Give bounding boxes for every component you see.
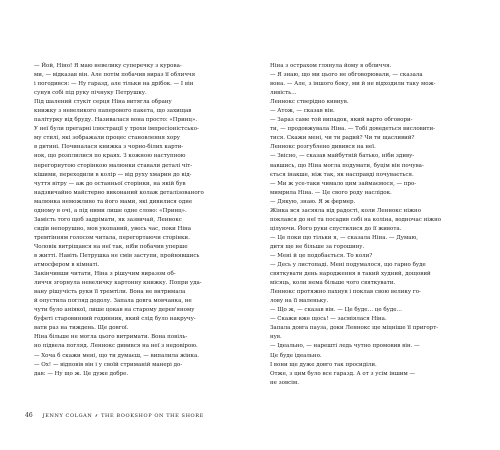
text-line: лову на її маленьку.	[270, 298, 329, 305]
text-line: му стилі, які зображали процес становлення хору	[34, 135, 180, 142]
text-line: мимрила Ніна. — Це свого роду наслідок.	[270, 189, 392, 196]
text-line: вати раз на тиждень. Ще довгої.	[34, 325, 129, 332]
text-line: одному в очі, а під ними лише одне слово: «Принц».	[34, 207, 187, 214]
text-line: надзвичайно майстерно виконаний колаж деталізованого	[34, 189, 204, 196]
text-line: У неї були прегарні ілюстрації у трохи імпресіоністсько-	[34, 126, 199, 133]
text-line: нок, що розплилися по краях. З кожною наступною	[34, 153, 186, 160]
text-line: Це буде ідеально.	[270, 352, 322, 359]
text-line: Запала довга пауза, доки Леннокс ще міцніше її пригорт-	[270, 325, 439, 332]
text-line: ється інакше, ніж так, як насправді почувається.	[270, 171, 414, 178]
text-line: — Ідеально, — нарешті ледь чутно промовив він. —	[270, 343, 420, 350]
page-footer	[25, 412, 235, 419]
text-line: вавшись, що Ніна могла подумати, буцім він почува-	[270, 162, 424, 169]
text-line: — Я знаю, що ми цього не обговорювали, — сказала	[270, 72, 423, 79]
text-line: атмосфером в кімнаті.	[34, 262, 100, 269]
text-line: Жінка вся засяяла від радості, коли Леннокс ніжно	[270, 207, 422, 214]
text-line: в дитині. Починалася книжка з чорно-білих карти-	[34, 144, 184, 151]
right-page	[261, 62, 471, 388]
text-line: в житті. Навіть Петрушка не смів заступи, пройнявшись	[34, 252, 200, 259]
text-line: — Що ж, — сказав він. — Це буде… це буде…	[270, 307, 403, 314]
text-line: Ніна з острахом глянула йому в обличчя.	[270, 63, 392, 69]
text-line: чуття вітру — аж до останньої сторінки, на якій був	[34, 180, 186, 187]
text-line: дав: — Ну що ж. Це дуже добре.	[34, 370, 129, 377]
text-line: — Атож, — сказав він.	[270, 108, 335, 115]
text-line: — Ми ж усе-таки чималo цим займаємося, — про-	[270, 180, 417, 187]
text-line: дитя ще не більше за горошину.	[270, 243, 365, 250]
text-line: — Це поки що тільки я, — сказала Ніна. — Думаю,	[270, 234, 419, 241]
text-line: вона. — Але, з іншого боку, ми й не відходили таку мож-	[270, 81, 436, 88]
text-line: — Мені й це подобається. То коли?	[270, 252, 373, 259]
text-line: — Хоча б скажи мені, що ти думаєш, — випалила жінка.	[34, 352, 200, 359]
running-head: JENNY COLGAN ⸙ THE BOOKSHOP ON THE SHORE	[42, 412, 204, 419]
text-line: но підвела погляд. Леннокс дивився на неї з недовірою.	[34, 343, 198, 350]
text-line: буфеті старовинний годинник, який слід було накручу-	[34, 316, 196, 323]
text-line: Ніна більше не могла цього витримати. Вона повіль-	[34, 334, 188, 341]
text-line: Отже, з цим було все гаразд. А от з усім іншим —	[270, 370, 416, 377]
text-line: сидів непорушно, мов укопаний, увесь час, поки Ніна	[34, 225, 192, 232]
text-line: — Дякую, знаю. Я ж фермер.	[270, 198, 356, 205]
text-line: І вони ще дуже довго так просиділи.	[270, 361, 377, 368]
text-line: ти, — продовжувала Ніна. — Тобі доведеться висловити-	[270, 126, 435, 133]
text-line: місяць, коли нема більше чого святкувати.	[270, 280, 396, 287]
text-line: малюнка неможливо та його мами, які дивилися одне	[34, 198, 193, 205]
text-line: сунув собі під руку пічнуку Петрушку.	[34, 90, 147, 97]
text-line: Леннокс розгублено дивився на неї.	[270, 144, 376, 151]
text-line: і погодився: — Ну гаразд, але тільки на дрібок. — І він	[34, 81, 194, 88]
text-line: кішими, переходили в колір — від руху хмарин до від-	[34, 171, 192, 178]
text-line: цілуючи. Його руки спустилися до її живота.	[270, 225, 402, 232]
text-line: палітурку від бруду. Називалася вона просто: «Принц».	[34, 117, 198, 124]
text-line: — Десь у листопаді. Мені подумалося, що гарно буде	[270, 262, 426, 269]
left-page	[25, 62, 235, 379]
text-line: — Звісно, — сказав майбутній батько, ніби здиву-	[270, 153, 415, 160]
text-line: святкувати день народження в такий худний, дощовий	[270, 271, 431, 278]
text-line: не зовсім.	[270, 379, 299, 386]
page-number: 46	[25, 412, 33, 419]
text-line: перегорнутою сторінкою малюнки ставали деталі чіт-	[34, 162, 193, 169]
text-line: личчя згорнула невеличку картонну книжку. Попри уда-	[34, 280, 202, 287]
text-line: ливість…	[270, 90, 297, 97]
text-line: нув.	[270, 334, 282, 341]
text-line: поклався до неї та посадив собі на коліна, водночас ніжно	[270, 216, 442, 223]
text-line: Закінчивши читати, Ніна з рішучим виразом об-	[34, 271, 176, 278]
text-line: — Зараз саме той випадок, який варто обговори-	[270, 117, 413, 124]
text-line: — Скажи вже щось! — засміялася Ніна.	[270, 316, 387, 323]
text-line: Леннокс протяжно пахнув і поклав свою велику го-	[270, 289, 421, 296]
text-line: Під шалений стукіт серця Ніна витягла обрану	[34, 99, 172, 106]
text-line: Леннокс стверідно кивнув.	[270, 99, 349, 106]
text-line: чути було аніякої, лише цокав на старому дерев'яному	[34, 307, 195, 314]
text-line: Замість того щоб задрімати, як зазвичай, Леннокс	[34, 216, 182, 223]
text-line: й опустила погляд додолу. Запала довга мовчанка, не	[34, 298, 192, 305]
text-line: книжку з невеликого паперового пакета, що захищав	[34, 108, 192, 115]
text-line: тися. Скажи мені, чи ти радий? Чи ти щасливий?	[270, 135, 415, 142]
text-line: тремтінням голосом читала, перегортаючи сторінки.	[34, 234, 190, 241]
text-line: Чоловік витріщався на неї так, ніби побачив уперше	[34, 243, 188, 250]
text-line: — Йой, Ніно! Я маю невелику суперечку з курова-	[34, 63, 182, 69]
text-line: — Ох! — відповів він і у своїй стриманій манері до-	[34, 361, 183, 368]
text-line: вану рішучість руки її тремтіли. Вона не витримала	[34, 289, 186, 296]
text-line: ми, — відказав він. Але потім побачив вираз її обличчя	[34, 72, 196, 79]
